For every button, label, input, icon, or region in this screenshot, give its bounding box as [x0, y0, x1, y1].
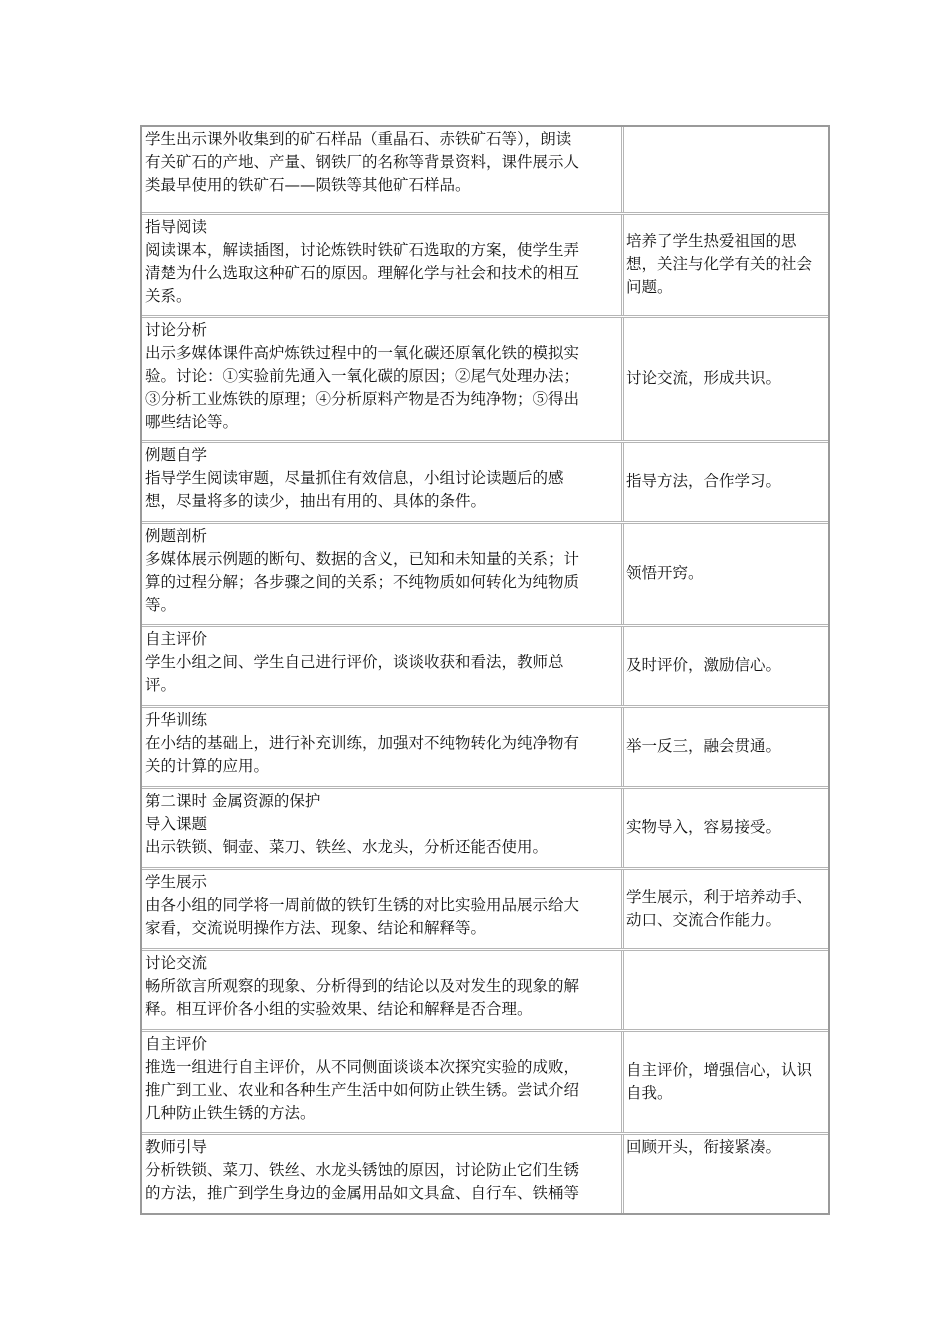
activity-cell — [142, 127, 624, 212]
intent-text: 讨论交流，形成共识。 — [626, 369, 782, 387]
intent-cell — [624, 215, 828, 315]
activity-heading: 学生展示 — [145, 873, 208, 891]
activity-text: 导入课题 — [145, 815, 208, 833]
intent-cell — [624, 789, 828, 867]
table-row — [142, 315, 828, 440]
activity-text: 由各小组的同学将一周前做的铁钉生锈的对比实验用品展示给大 — [145, 896, 580, 914]
activity-text: 分析铁锁、菜刀、铁丝、水龙头锈蚀的原因，讨论防止它们生锈 — [145, 1161, 580, 1179]
activity-cell — [142, 524, 624, 624]
intent-cell — [624, 524, 828, 624]
activity-heading: 例题剖析 — [145, 527, 208, 545]
activity-text: 多媒体展示例题的断句、数据的含义，已知和未知量的关系；计 — [145, 550, 580, 568]
activity-heading: 例题自学 — [145, 446, 208, 464]
activity-cell — [142, 708, 624, 786]
table-row — [142, 127, 828, 212]
intent-text: 领悟开窍。 — [626, 564, 704, 582]
intent-cell — [624, 443, 828, 521]
intent-cell — [624, 127, 828, 212]
intent-cell — [624, 708, 828, 786]
activity-cell — [142, 215, 624, 315]
activity-text: 出示铁锁、铜壶、菜刀、铁丝、水龙头，分析还能否使用。 — [145, 838, 549, 856]
intent-text: 及时评价，激励信心。 — [626, 656, 782, 674]
intent-text: 指导方法，合作学习。 — [626, 472, 782, 490]
table-row — [142, 867, 828, 948]
activity-heading: 第二课时 金属资源的保护 — [145, 792, 321, 810]
table-row — [142, 624, 828, 705]
activity-cell — [142, 627, 624, 705]
activity-heading: 自主评价 — [145, 630, 208, 648]
table-row — [142, 440, 828, 521]
table-row — [142, 705, 828, 786]
activity-text: 几种防止铁生锈的方法。 — [145, 1104, 316, 1122]
intent-text: 培养了学生热爱祖国的思想，关注与化学有关的社会问题。 — [626, 232, 813, 296]
activity-cell — [142, 1135, 624, 1213]
activity-heading: 升华训练 — [145, 711, 208, 729]
activity-cell — [142, 443, 624, 521]
activity-text: 学生小组之间、学生自己进行评价，谈谈收获和看法，教师总 — [145, 653, 564, 671]
activity-text: ③分析工业炼铁的原理；④分析原料产物是否为纯净物；⑤得出 — [145, 390, 580, 408]
activity-cell — [142, 789, 624, 867]
activity-text: 关的计算的应用。 — [145, 757, 270, 775]
activity-text: 推选一组进行自主评价，从不同侧面谈谈本次探究实验的成败， — [145, 1058, 580, 1076]
activity-text: 出示多媒体课件高炉炼铁过程中的一氧化碳还原氧化铁的模拟实 — [145, 344, 580, 362]
activity-heading: 教师引导 — [145, 1138, 208, 1156]
intent-cell — [624, 1135, 828, 1213]
activity-text: 有关矿石的产地、产量、钢铁厂的名称等背景资料，课件展示人 — [145, 153, 580, 171]
activity-text: 哪些结论等。 — [145, 413, 239, 431]
activity-text: 想，尽量将多的读少，抽出有用的、具体的条件。 — [145, 492, 487, 510]
activity-cell — [142, 951, 624, 1029]
intent-cell — [624, 870, 828, 948]
activity-text: 在小结的基础上，进行补充训练，加强对不纯物转化为纯净物有 — [145, 734, 580, 752]
activity-text: 家看，交流说明操作方法、现象、结论和解释等。 — [145, 919, 487, 937]
intent-text: 学生展示，利于培养动手、动口、交流合作能力。 — [626, 887, 813, 929]
table-row — [142, 521, 828, 624]
activity-text: 算的过程分解；各步骤之间的关系；不纯物质如何转化为纯物质 — [145, 573, 580, 591]
intent-cell — [624, 318, 828, 440]
activity-text: 阅读课本，解读插图，讨论炼铁时铁矿石选取的方案，使学生弄 — [145, 241, 580, 259]
activity-heading: 讨论交流 — [145, 954, 208, 972]
activity-heading: 讨论分析 — [145, 321, 208, 339]
table-row — [142, 212, 828, 315]
intent-text: 举一反三，融会贯通。 — [626, 737, 782, 755]
intent-text: 自主评价，增强信心，认识自我。 — [626, 1060, 813, 1102]
activity-text: 的方法，推广到学生身边的金属用品如文具盒、自行车、铁桶等 — [145, 1184, 580, 1202]
table-row — [142, 786, 828, 867]
intent-text: 回顾开头，衔接紧凑。 — [626, 1138, 782, 1156]
activity-text: 关系。 — [145, 287, 192, 305]
activity-heading: 自主评价 — [145, 1035, 208, 1053]
activity-text: 推广到工业、农业和各种生产生活中如何防止铁生锈。尝试介绍 — [145, 1081, 580, 1099]
table-row — [142, 948, 828, 1029]
table-row — [142, 1132, 828, 1213]
activity-text: 指导学生阅读审题，尽量抓住有效信息，小组讨论读题后的感 — [145, 469, 564, 487]
intent-text: 实物导入，容易接受。 — [626, 818, 782, 836]
activity-text: 验。讨论：①实验前先通入一氧化碳的原因；②尾气处理办法； — [145, 367, 580, 385]
activity-text: 清楚为什么选取这种矿石的原因。理解化学与社会和技术的相互 — [145, 264, 580, 282]
intent-cell — [624, 627, 828, 705]
activity-heading: 指导阅读 — [145, 218, 208, 236]
intent-cell — [624, 951, 828, 1029]
intent-cell — [624, 1032, 828, 1132]
activity-cell — [142, 318, 624, 440]
activity-cell — [142, 870, 624, 948]
activity-text: 畅所欲言所观察的现象、分析得到的结论以及对发生的现象的解 — [145, 977, 580, 995]
activity-heading: 学生出示课外收集到的矿石样品（重晶石、赤铁矿石等），朗读 — [145, 130, 572, 148]
activity-text: 类最早使用的铁矿石——陨铁等其他矿石样品。 — [145, 176, 471, 194]
activity-text: 等。 — [145, 596, 177, 614]
lesson-plan-table — [140, 125, 830, 1215]
table-row — [142, 1029, 828, 1132]
activity-cell — [142, 1032, 624, 1132]
activity-text: 评。 — [145, 676, 177, 694]
activity-text: 释。相互评价各小组的实验效果、结论和解释是否合理。 — [145, 1000, 533, 1018]
